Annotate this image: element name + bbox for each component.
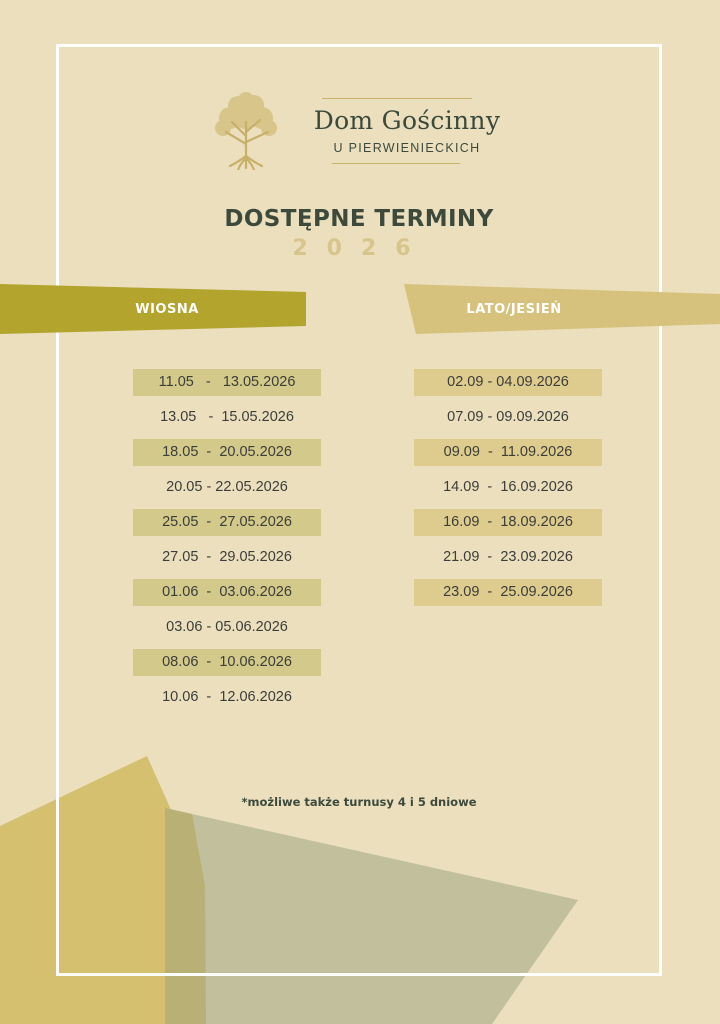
date-row: 16.09 - 18.09.2026	[414, 509, 602, 536]
date-row: 20.05 - 22.05.2026	[166, 479, 288, 495]
brand-logo	[210, 90, 520, 172]
date-row: 21.09 - 23.09.2026	[443, 549, 573, 565]
spring-banner	[0, 284, 306, 334]
footnote: *możliwe także turnusy 4 i 5 dniowe	[241, 795, 477, 809]
brand-subtitle: U PIERWIENIECKICH	[333, 141, 481, 155]
date-row: 03.06 - 05.06.2026	[166, 619, 288, 635]
logo-divider-top	[322, 98, 472, 99]
date-row: 27.05 - 29.05.2026	[162, 549, 292, 565]
date-row: 10.06 - 12.06.2026	[162, 689, 292, 705]
date-row: 18.05 - 20.05.2026	[133, 439, 321, 466]
date-row: 01.06 - 03.06.2026	[133, 579, 321, 606]
summer-autumn-label: LATO/JESIEŃ	[466, 301, 562, 317]
date-row: 25.05 - 27.05.2026	[133, 509, 321, 536]
date-row: 08.06 - 10.06.2026	[133, 649, 321, 676]
date-row: 07.09 - 09.09.2026	[447, 409, 569, 425]
date-row: 14.09 - 16.09.2026	[443, 479, 573, 495]
spring-label: WIOSNA	[135, 301, 199, 317]
logo-divider-bottom	[332, 163, 460, 164]
date-row: 02.09 - 04.09.2026	[414, 369, 602, 396]
date-row: 23.09 - 25.09.2026	[414, 579, 602, 606]
page-title: DOSTĘPNE TERMINY	[224, 206, 494, 232]
date-row: 11.05 - 13.05.2026	[133, 369, 321, 396]
date-row: 09.09 - 11.09.2026	[414, 439, 602, 466]
tree-icon	[210, 92, 282, 170]
spring-dates-list	[133, 369, 321, 719]
year-label: 2026	[292, 236, 430, 261]
summer-autumn-dates-list	[414, 369, 602, 614]
date-row: 13.05 - 15.05.2026	[160, 409, 294, 425]
summer-autumn-banner	[404, 284, 720, 334]
brand-title: Dom Gościnny	[313, 106, 501, 135]
